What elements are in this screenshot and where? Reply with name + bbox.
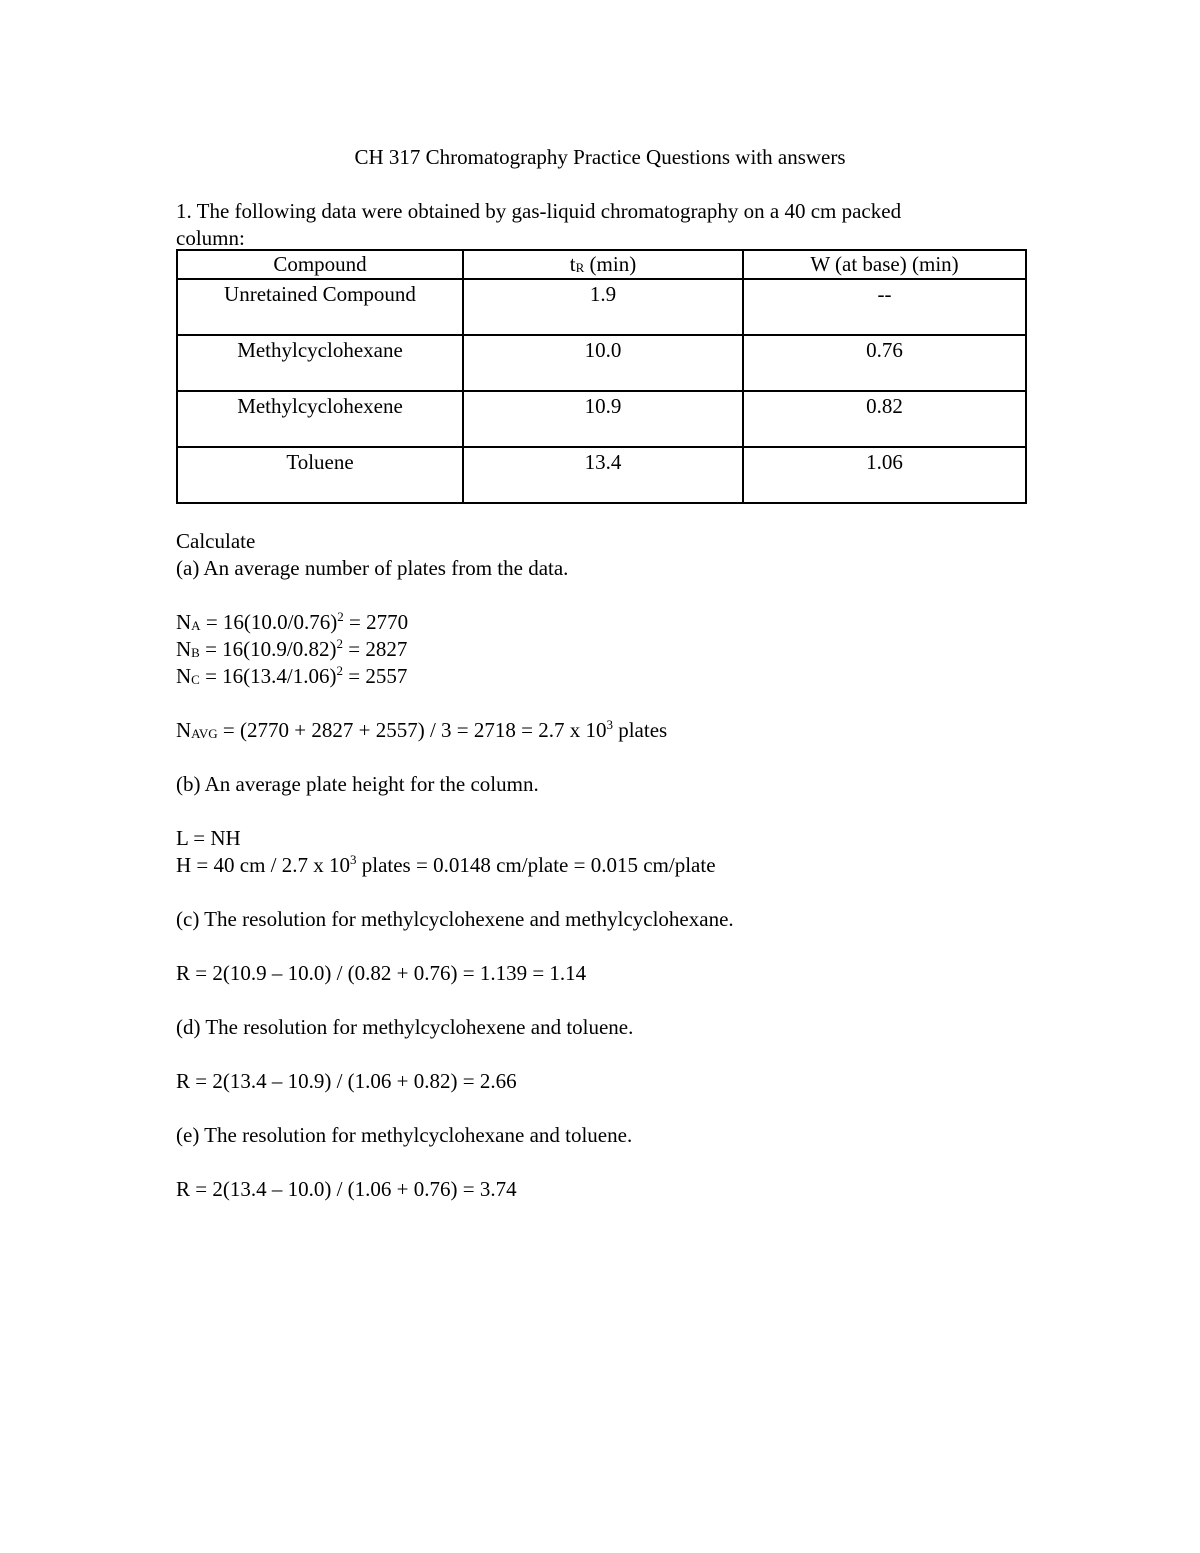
cell-compound: Toluene — [177, 447, 463, 503]
question-1-intro — [176, 198, 1026, 252]
part-a-question: (a) An average number of plates from the data. — [176, 556, 569, 580]
cell-retention-time: 13.4 — [463, 447, 743, 503]
equation-nc: $N_C = 16(13.4/1.06)^2 = 2557$ — [176, 663, 408, 688]
header-peak-width: W (at base) (min) — [743, 250, 1026, 279]
equation-l-nh: L = NH — [176, 826, 241, 850]
part-d-answer: R = 2(13.4 – 10.9) / (1.06 + 0.82) = 2.66 — [176, 1069, 517, 1093]
table-row — [177, 335, 1026, 391]
part-e-question: (e) The resolution for methylcyclohexane and toluene. — [176, 1123, 633, 1147]
chromatography-data-table — [176, 249, 1027, 504]
table-row — [177, 391, 1026, 447]
answers-body — [176, 528, 1076, 1203]
page-title: CH 317 Chromatography Practice Questions with answers — [354, 145, 846, 169]
part-d-question: (d) The resolution for methylcyclohexene and toluene. — [176, 1015, 634, 1039]
equation-na: $N_A = 16(10.0/0.76)^2 = 2770$ — [176, 609, 409, 634]
part-e-answer: R = 2(13.4 – 10.0) / (1.06 + 0.76) = 3.74 — [176, 1177, 517, 1201]
cell-retention-time: 10.9 — [463, 391, 743, 447]
table-row — [177, 447, 1026, 503]
header-compound: Compound — [177, 250, 463, 279]
cell-retention-time: 1.9 — [463, 279, 743, 335]
cell-compound: Methylcyclohexane — [177, 335, 463, 391]
equation-navg: $N_{AVG} = (2770 + 2827 + 2557) / 3 = 2718 = 2.7$ x $10^3$ plates — [176, 717, 668, 742]
cell-peak-width: 0.76 — [743, 335, 1026, 391]
part-c-answer: R = 2(10.9 – 10.0) / (0.82 + 0.76) = 1.139 = 1.14 — [176, 961, 587, 985]
table-row — [177, 279, 1026, 335]
header-retention-time: $t_R$ (min) — [463, 250, 743, 279]
part-c-question: (c) The resolution for methylcyclohexene and methylcyclohexane. — [176, 907, 734, 931]
cell-compound: Unretained Compound — [177, 279, 463, 335]
table-header-row — [177, 250, 1026, 279]
calculate-heading: Calculate — [176, 529, 256, 553]
equation-h: H = 40 cm / 2.7 x $10^3$ plates = 0.0148 cm/plate = 0.015 cm/plate — [176, 852, 716, 877]
cell-peak-width: 1.06 — [743, 447, 1026, 503]
equation-nb: $N_B = 16(10.9/0.82)^2 = 2827$ — [176, 636, 408, 661]
cell-compound: Methylcyclohexene — [177, 391, 463, 447]
cell-peak-width: -- — [743, 279, 1026, 335]
question-1-text-line-1: 1. The following data were obtained by gas-liquid chromatography on a 40 cm packed — [176, 199, 902, 223]
part-b-question: (b) An average plate height for the column. — [176, 772, 539, 796]
question-1-text-line-2: column: — [176, 226, 245, 250]
cell-retention-time: 10.0 — [463, 335, 743, 391]
cell-peak-width: 0.82 — [743, 391, 1026, 447]
